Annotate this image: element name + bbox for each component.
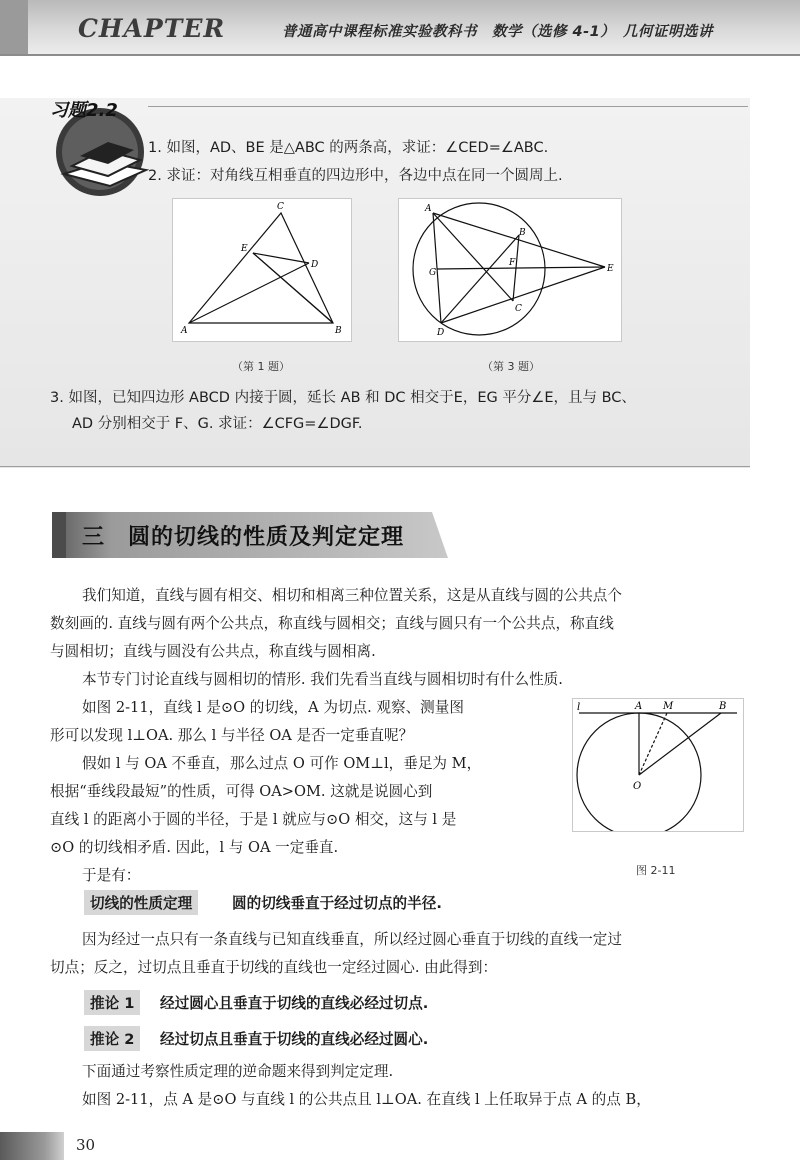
figure-q1 <box>172 198 352 342</box>
exercise-q1: 1. 如图，AD、BE 是△ABC 的两条高，求证：∠CED=∠ABC. <box>148 140 549 156</box>
section-title: 三 圆的切线的性质及判定定理 <box>82 525 405 550</box>
fig211-label-A: A <box>635 701 643 712</box>
fig1-label-B: B <box>335 326 342 336</box>
corollary2-label: 推论 2 <box>84 1026 140 1051</box>
fig211-label-B: B <box>719 701 727 712</box>
fig1-label-E: E <box>241 244 248 254</box>
page-number: 30 <box>76 1136 96 1154</box>
fig3-label-D: D <box>437 328 445 338</box>
para4-line1: 假如 l 与 OA 不垂直，那么过点 O 可作 OM⊥l，垂足为 M， <box>82 755 482 772</box>
figure-q3-caption: （第 3 题） <box>482 360 540 373</box>
exercise-q3-line2: AD 分别相交于 F、G. 求证：∠CFG=∠DGF. <box>72 416 363 432</box>
para3-line1: 如图 2-11，直线 l 是⊙O 的切线，A 为切点. 观察、测量图 <box>82 699 464 716</box>
para6-line2: 切点；反之，过切点且垂直于切线的直线也一定经过圆心. 由此得到： <box>50 959 498 976</box>
para4-line4: ⊙O 的切线相矛盾. 因此，l 与 OA 一定垂直. <box>50 839 339 856</box>
fig3-label-E: E <box>607 264 614 274</box>
para5: 于是有： <box>82 867 141 884</box>
exercise-badge: 习题2.2 <box>50 100 118 121</box>
header-divider <box>0 54 800 56</box>
theorem-text: 圆的切线垂直于经过切点的半径. <box>232 895 442 912</box>
fig211-label-M: M <box>663 701 674 712</box>
fig211-label-l: l <box>577 702 581 713</box>
fig3-label-B: B <box>519 228 526 238</box>
exercise-bottom-rule <box>0 466 750 467</box>
para4-line2: 根据“垂线段最短”的性质，可得 OA>OM. 这就是说圆心到 <box>50 783 433 800</box>
chapter-label: CHAPTER <box>78 14 226 43</box>
corollary1-text: 经过圆心且垂直于切线的直线必经过切点. <box>160 995 429 1012</box>
fig3-label-G: G <box>429 268 437 278</box>
para1-line2: 数刻画的. 直线与圆有两个公共点，称直线与圆相交；直线与圆只有一个公共点，称直线 <box>50 615 614 632</box>
footer-bar <box>0 1132 64 1160</box>
para7: 下面通过考察性质定理的逆命题来得到判定定理. <box>82 1063 394 1080</box>
figure-q1-caption: （第 1 题） <box>232 360 290 373</box>
para1-line1: 我们知道，直线与圆有相交、相切和相离三种位置关系，这是从直线与圆的公共点个 <box>82 587 622 604</box>
exercise-q2: 2. 求证：对角线互相垂直的四边形中，各边中点在同一个圆周上. <box>148 168 563 184</box>
exercise-top-rule <box>148 106 748 107</box>
figure-q3 <box>398 198 622 342</box>
fig211-label-O: O <box>633 781 642 792</box>
exercise-q3-line1: 3. 如图，已知四边形 ABCD 内接于圆，延长 AB 和 DC 相交于E，EG 平分∠E，且与 BC、 <box>50 390 636 406</box>
para3-line2: 形可以发现 l⊥OA. 那么 l 与半径 OA 是否一定垂直呢？ <box>50 727 414 744</box>
fig1-label-C: C <box>277 202 284 212</box>
para8: 如图 2-11，点 A 是⊙O 与直线 l 的公共点且 l⊥OA. 在直线 l 上任取异于点 A 的点 B， <box>82 1091 651 1108</box>
para4-line3: 直线 l 的距离小于圆的半径，于是 l 就应与⊙O 相交，这与 l 是 <box>50 811 457 828</box>
header-strip <box>0 0 28 54</box>
theorem-label: 切线的性质定理 <box>84 890 198 915</box>
fig1-label-A: A <box>181 326 188 336</box>
figure-2-11 <box>572 698 744 832</box>
fig3-label-F: F <box>509 258 516 268</box>
para6-line1: 因为经过一点只有一条直线与已知直线垂直，所以经过圆心垂直于切线的直线一定过 <box>82 931 622 948</box>
fig3-label-C: C <box>515 304 522 314</box>
book-title: 普通高中课程标准实验教科书 数学（选修 4-1） 几何证明选讲 <box>282 24 713 40</box>
corollary2-text: 经过切点且垂直于切线的直线必经过圆心. <box>160 1031 429 1048</box>
para2: 本节专门讨论直线与圆相切的情形. 我们先看当直线与圆相切时有什么性质. <box>82 671 563 688</box>
figure-2-11-caption: 图 2-11 <box>636 864 676 877</box>
corollary1-label: 推论 1 <box>84 990 140 1015</box>
fig1-label-D: D <box>311 260 319 270</box>
para1-line3: 与圆相切；直线与圆没有公共点，称直线与圆相离. <box>50 643 376 660</box>
fig3-label-A: A <box>425 204 432 214</box>
